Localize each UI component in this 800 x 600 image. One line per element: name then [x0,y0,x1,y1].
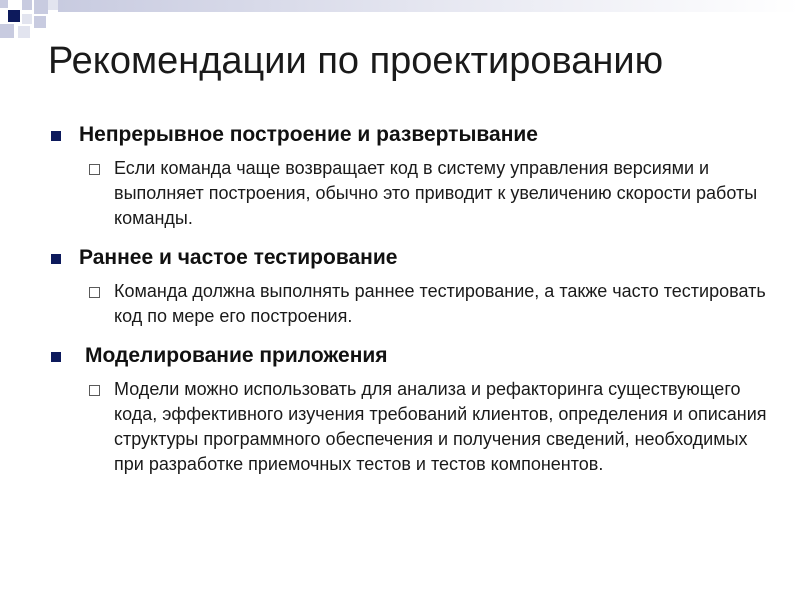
light-square [22,14,32,24]
light-square [18,26,30,38]
section-heading: Непрерывное построение и развертывание [48,120,768,150]
header-band [58,0,800,12]
section-text: Если команда чаще возвращает код в систему управления версиями и выполняет построения, обычно это приводит к увеличению скорости работы команды. [114,156,768,231]
section-app-modeling [48,341,768,477]
section-heading: Раннее и частое тестирование [48,243,768,273]
dark-square [8,10,20,22]
light-square [0,0,8,8]
section-text: Команда должна выполнять раннее тестирование, а также часто тестировать код по мере его построения. [114,279,768,329]
section-text: Модели можно использовать для анализа и рефакторинга существующего кода, эффективного изучения требований клиентов, определения и описания структуры программного обеспечения и получения сведений, необходимых при разработке приемочных тестов и тестов компонентов. [114,377,768,477]
light-square [0,24,14,38]
slide-content [48,120,768,489]
section-continuous-build [48,120,768,231]
section-early-testing [48,243,768,329]
slide-title: Рекомендации по проектированию [48,40,664,82]
light-square [48,0,58,10]
light-square [34,0,48,14]
section-heading: Моделирование приложения [48,341,768,371]
light-square [34,16,46,28]
light-square [22,0,32,10]
